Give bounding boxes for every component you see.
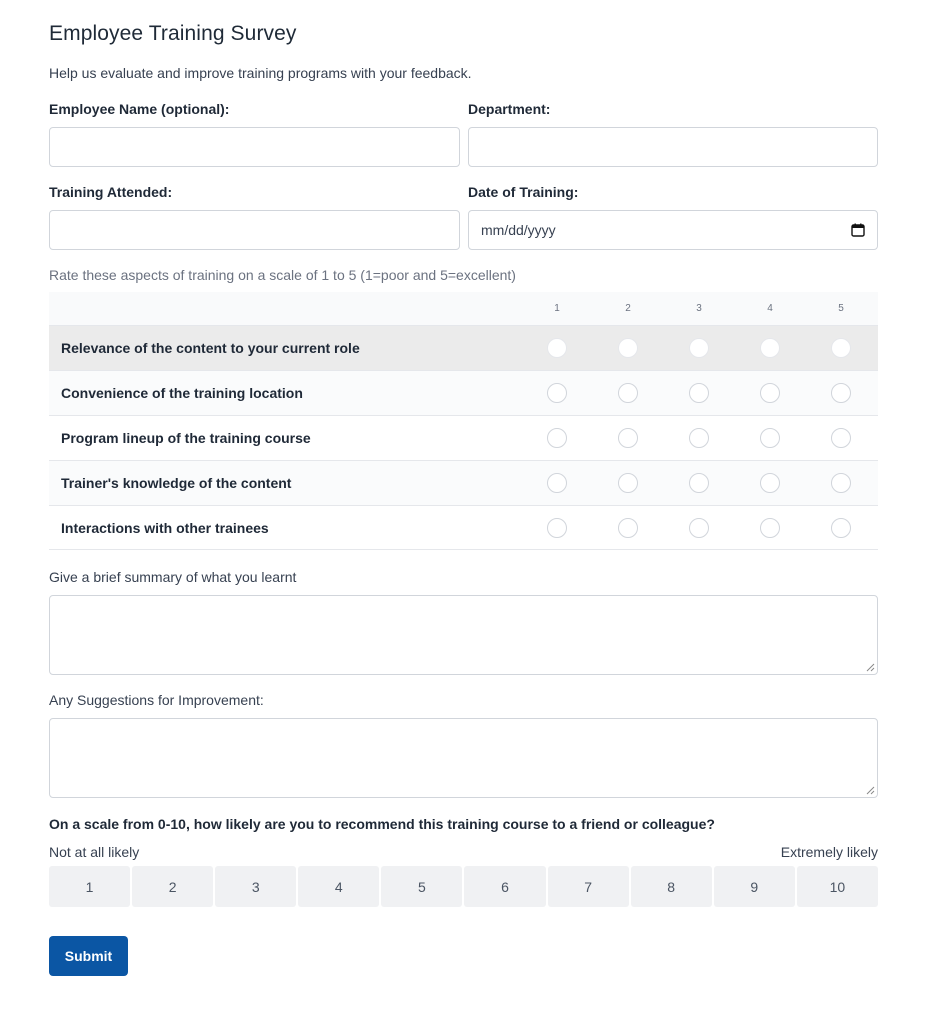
rating-radio-1[interactable] bbox=[547, 518, 567, 538]
rating-row-label: Interactions with other trainees bbox=[61, 520, 269, 536]
nps-low-label: Not at all likely bbox=[49, 844, 140, 860]
resize-grip-icon[interactable] bbox=[866, 663, 875, 672]
resize-grip-icon[interactable] bbox=[866, 786, 875, 795]
nps-option-5[interactable]: 5 bbox=[381, 866, 462, 907]
rating-row-interactions bbox=[49, 505, 878, 550]
rating-matrix bbox=[49, 292, 878, 550]
rating-radio-4[interactable] bbox=[760, 338, 780, 358]
rating-radio-2[interactable] bbox=[618, 383, 638, 403]
nps-high-label: Extremely likely bbox=[780, 844, 878, 860]
nps-option-3[interactable]: 3 bbox=[215, 866, 296, 907]
training-attended-label: Training Attended: bbox=[49, 184, 173, 200]
summary-textarea[interactable] bbox=[49, 595, 878, 675]
rating-radio-3[interactable] bbox=[689, 428, 709, 448]
scale-label-5: 5 bbox=[838, 303, 844, 314]
nps-question: On a scale from 0-10, how likely are you to recommend this training course to a friend or colleague? bbox=[49, 816, 715, 832]
rating-radio-4[interactable] bbox=[760, 383, 780, 403]
scale-label-4: 4 bbox=[767, 303, 773, 314]
department-label: Department: bbox=[468, 101, 551, 117]
scale-label-3: 3 bbox=[696, 303, 702, 314]
rating-radio-4[interactable] bbox=[760, 428, 780, 448]
rating-radio-1[interactable] bbox=[547, 428, 567, 448]
summary-label: Give a brief summary of what you learnt bbox=[49, 569, 297, 585]
rating-radio-5[interactable] bbox=[831, 338, 851, 358]
page-title: Employee Training Survey bbox=[49, 22, 297, 45]
rating-radio-4[interactable] bbox=[760, 473, 780, 493]
rating-radio-5[interactable] bbox=[831, 383, 851, 403]
date-placeholder: mm/dd/yyyy bbox=[481, 222, 556, 238]
nps-option-6[interactable]: 6 bbox=[464, 866, 545, 907]
rating-row-location bbox=[49, 370, 878, 415]
rating-radio-3[interactable] bbox=[689, 518, 709, 538]
rating-radio-2[interactable] bbox=[618, 428, 638, 448]
rating-radio-4[interactable] bbox=[760, 518, 780, 538]
page-subtitle: Help us evaluate and improve training programs with your feedback. bbox=[49, 65, 472, 81]
rating-radio-1[interactable] bbox=[547, 338, 567, 358]
nps-option-4[interactable]: 4 bbox=[298, 866, 379, 907]
nps-option-1[interactable]: 1 bbox=[49, 866, 130, 907]
training-attended-input[interactable] bbox=[49, 210, 460, 250]
rating-radio-1[interactable] bbox=[547, 473, 567, 493]
rating-row-label: Convenience of the training location bbox=[61, 385, 303, 401]
rating-radio-3[interactable] bbox=[689, 383, 709, 403]
scale-label-2: 2 bbox=[625, 303, 631, 314]
rating-row-label: Relevance of the content to your current role bbox=[61, 340, 360, 356]
nps-option-2[interactable]: 2 bbox=[132, 866, 213, 907]
calendar-icon[interactable] bbox=[851, 223, 865, 237]
employee-name-label: Employee Name (optional): bbox=[49, 101, 230, 117]
rating-row-trainer bbox=[49, 460, 878, 505]
nps-scale bbox=[49, 866, 878, 907]
suggestions-textarea[interactable] bbox=[49, 718, 878, 798]
rating-radio-3[interactable] bbox=[689, 338, 709, 358]
rating-radio-1[interactable] bbox=[547, 383, 567, 403]
rating-instruction: Rate these aspects of training on a scale of 1 to 5 (1=poor and 5=excellent) bbox=[49, 267, 516, 283]
nps-option-10[interactable]: 10 bbox=[797, 866, 878, 907]
date-of-training-input[interactable] bbox=[468, 210, 878, 250]
nps-option-8[interactable]: 8 bbox=[631, 866, 712, 907]
rating-radio-2[interactable] bbox=[618, 518, 638, 538]
scale-label-1: 1 bbox=[554, 303, 560, 314]
rating-radio-5[interactable] bbox=[831, 518, 851, 538]
department-input[interactable] bbox=[468, 127, 878, 167]
rating-radio-2[interactable] bbox=[618, 473, 638, 493]
suggestions-label: Any Suggestions for Improvement: bbox=[49, 692, 264, 708]
nps-option-7[interactable]: 7 bbox=[548, 866, 629, 907]
employee-name-input[interactable] bbox=[49, 127, 460, 167]
rating-radio-5[interactable] bbox=[831, 473, 851, 493]
submit-button[interactable]: Submit bbox=[49, 936, 128, 976]
rating-radio-2[interactable] bbox=[618, 338, 638, 358]
date-of-training-label: Date of Training: bbox=[468, 184, 579, 200]
rating-scale-header bbox=[49, 292, 878, 325]
rating-radio-3[interactable] bbox=[689, 473, 709, 493]
rating-row-label: Program lineup of the training course bbox=[61, 430, 311, 446]
rating-radio-5[interactable] bbox=[831, 428, 851, 448]
rating-row-relevance bbox=[49, 325, 878, 370]
rating-row-lineup bbox=[49, 415, 878, 460]
rating-row-label: Trainer's knowledge of the content bbox=[61, 475, 292, 491]
nps-option-9[interactable]: 9 bbox=[714, 866, 795, 907]
